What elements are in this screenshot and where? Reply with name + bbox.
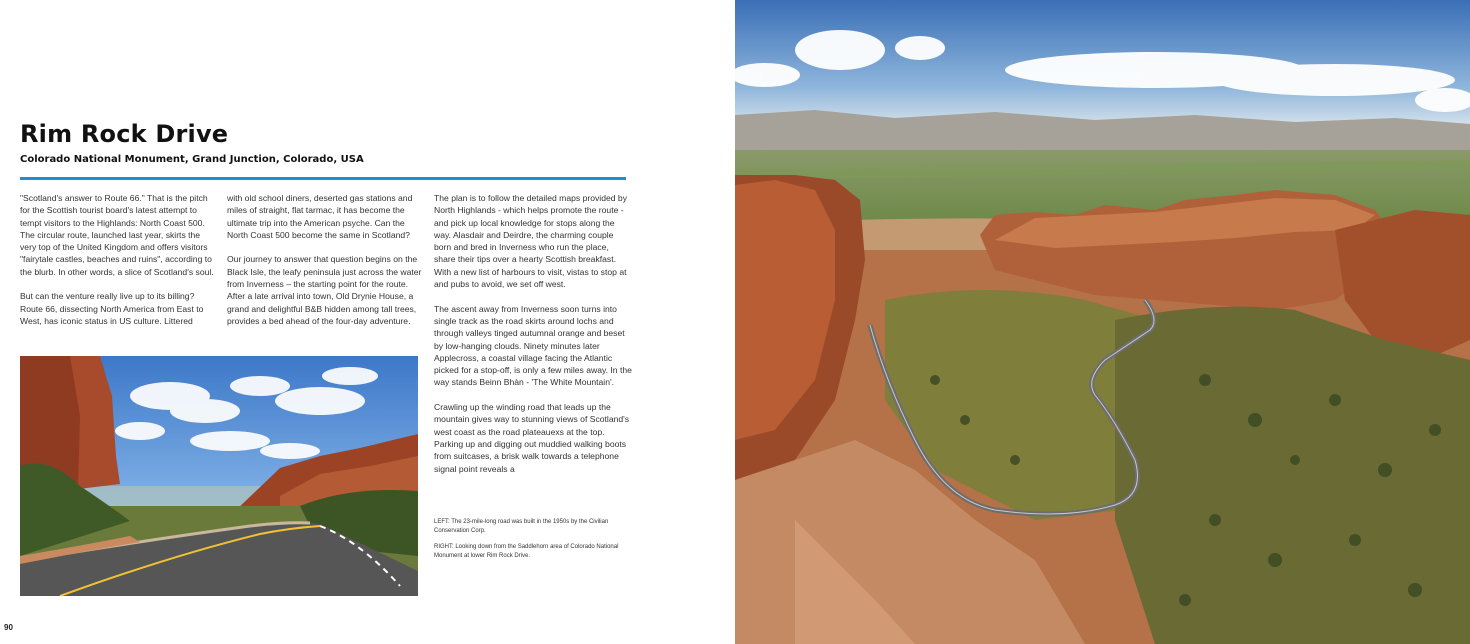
paragraph: "Scotland's answer to Route 66." That is the pitch for the Scottish tourist board's latest attempt to tempt visitors to the Highlands: North Coast 500. The circular route, launched last year, skirts the very top of the United Kingdom and offers visitors "fairytale castles, beaches and ruins", according to the blurb. In other words, a slice of Scotland's soul. — [20, 193, 214, 277]
paragraph: Crawling up the winding road that leads up the mountain gives way to stunning views of Scotland's west coast as the road plateauexs at the top. Parking up and digging out muddied walking boots from suitcases, a brisk walk towards a telephone signal point reveals a — [434, 402, 630, 474]
caption-left: LEFT: The 23-mile-long road was built in the 1950s by the Civilian Conservation Corp. — [434, 519, 609, 534]
paragraph: Our journey to answer that question begins on the Black Isle, the leafy peninsula just across the water from Inverness – the starting point for the route. After a late arrival into town, Old Drynie House, a grand and delightful B&B hidden among tall trees, provides a bed ahead of the four-day adventure. — [227, 254, 422, 326]
paragraph: But can the venture really live up to its billing? Route 66, dissecting North America from East to West, has iconic status in US culture. Littered — [20, 291, 204, 326]
paragraph: with old school diners, deserted gas stations and miles of straight, flat tarmac, it has become the ultimate trip into the American psyche. Can the North Coast 500 become the same in Scotland? — [227, 193, 413, 240]
text-column-3 — [434, 192, 632, 487]
accent-rule — [20, 177, 626, 180]
canyon-photo — [735, 0, 1470, 644]
paragraph: The ascent away from Inverness soon turns into single track as the road skirts around lochs and through valleys tinged autumnal orange and beset by low-hanging clouds. Ninety minutes later Applecross, a coastal village facing the Atlantic picked for a stop-off, is only a few miles away. In the way stands Beinn Bhàn - 'The White Mountain'. — [434, 303, 632, 388]
page-number: 90 — [4, 623, 13, 632]
text-column-1 — [20, 192, 218, 340]
paragraph: The plan is to follow the detailed maps provided by North Highlands - which helps promote the route - and pick up local knowledge for stops along the way. Alasdair and Deirdre, the charming couple born and bred in Inverness who run the place, share their tips over a hearty Scottish breakfast. With a new list of harbours to visit, vistas to stop at and pubs to avoid, we set off west. — [434, 193, 627, 290]
captions — [434, 518, 634, 568]
caption-right: RIGHT: Looking down from the Saddlehorn area of Colorado National Monument at lower Rim Rock Drive. — [434, 544, 619, 559]
page-title: Rim Rock Drive — [20, 120, 229, 148]
page-subtitle: Colorado National Monument, Grand Junction, Colorado, USA — [20, 154, 364, 165]
road-photo — [20, 356, 418, 596]
text-column-2 — [227, 192, 425, 340]
